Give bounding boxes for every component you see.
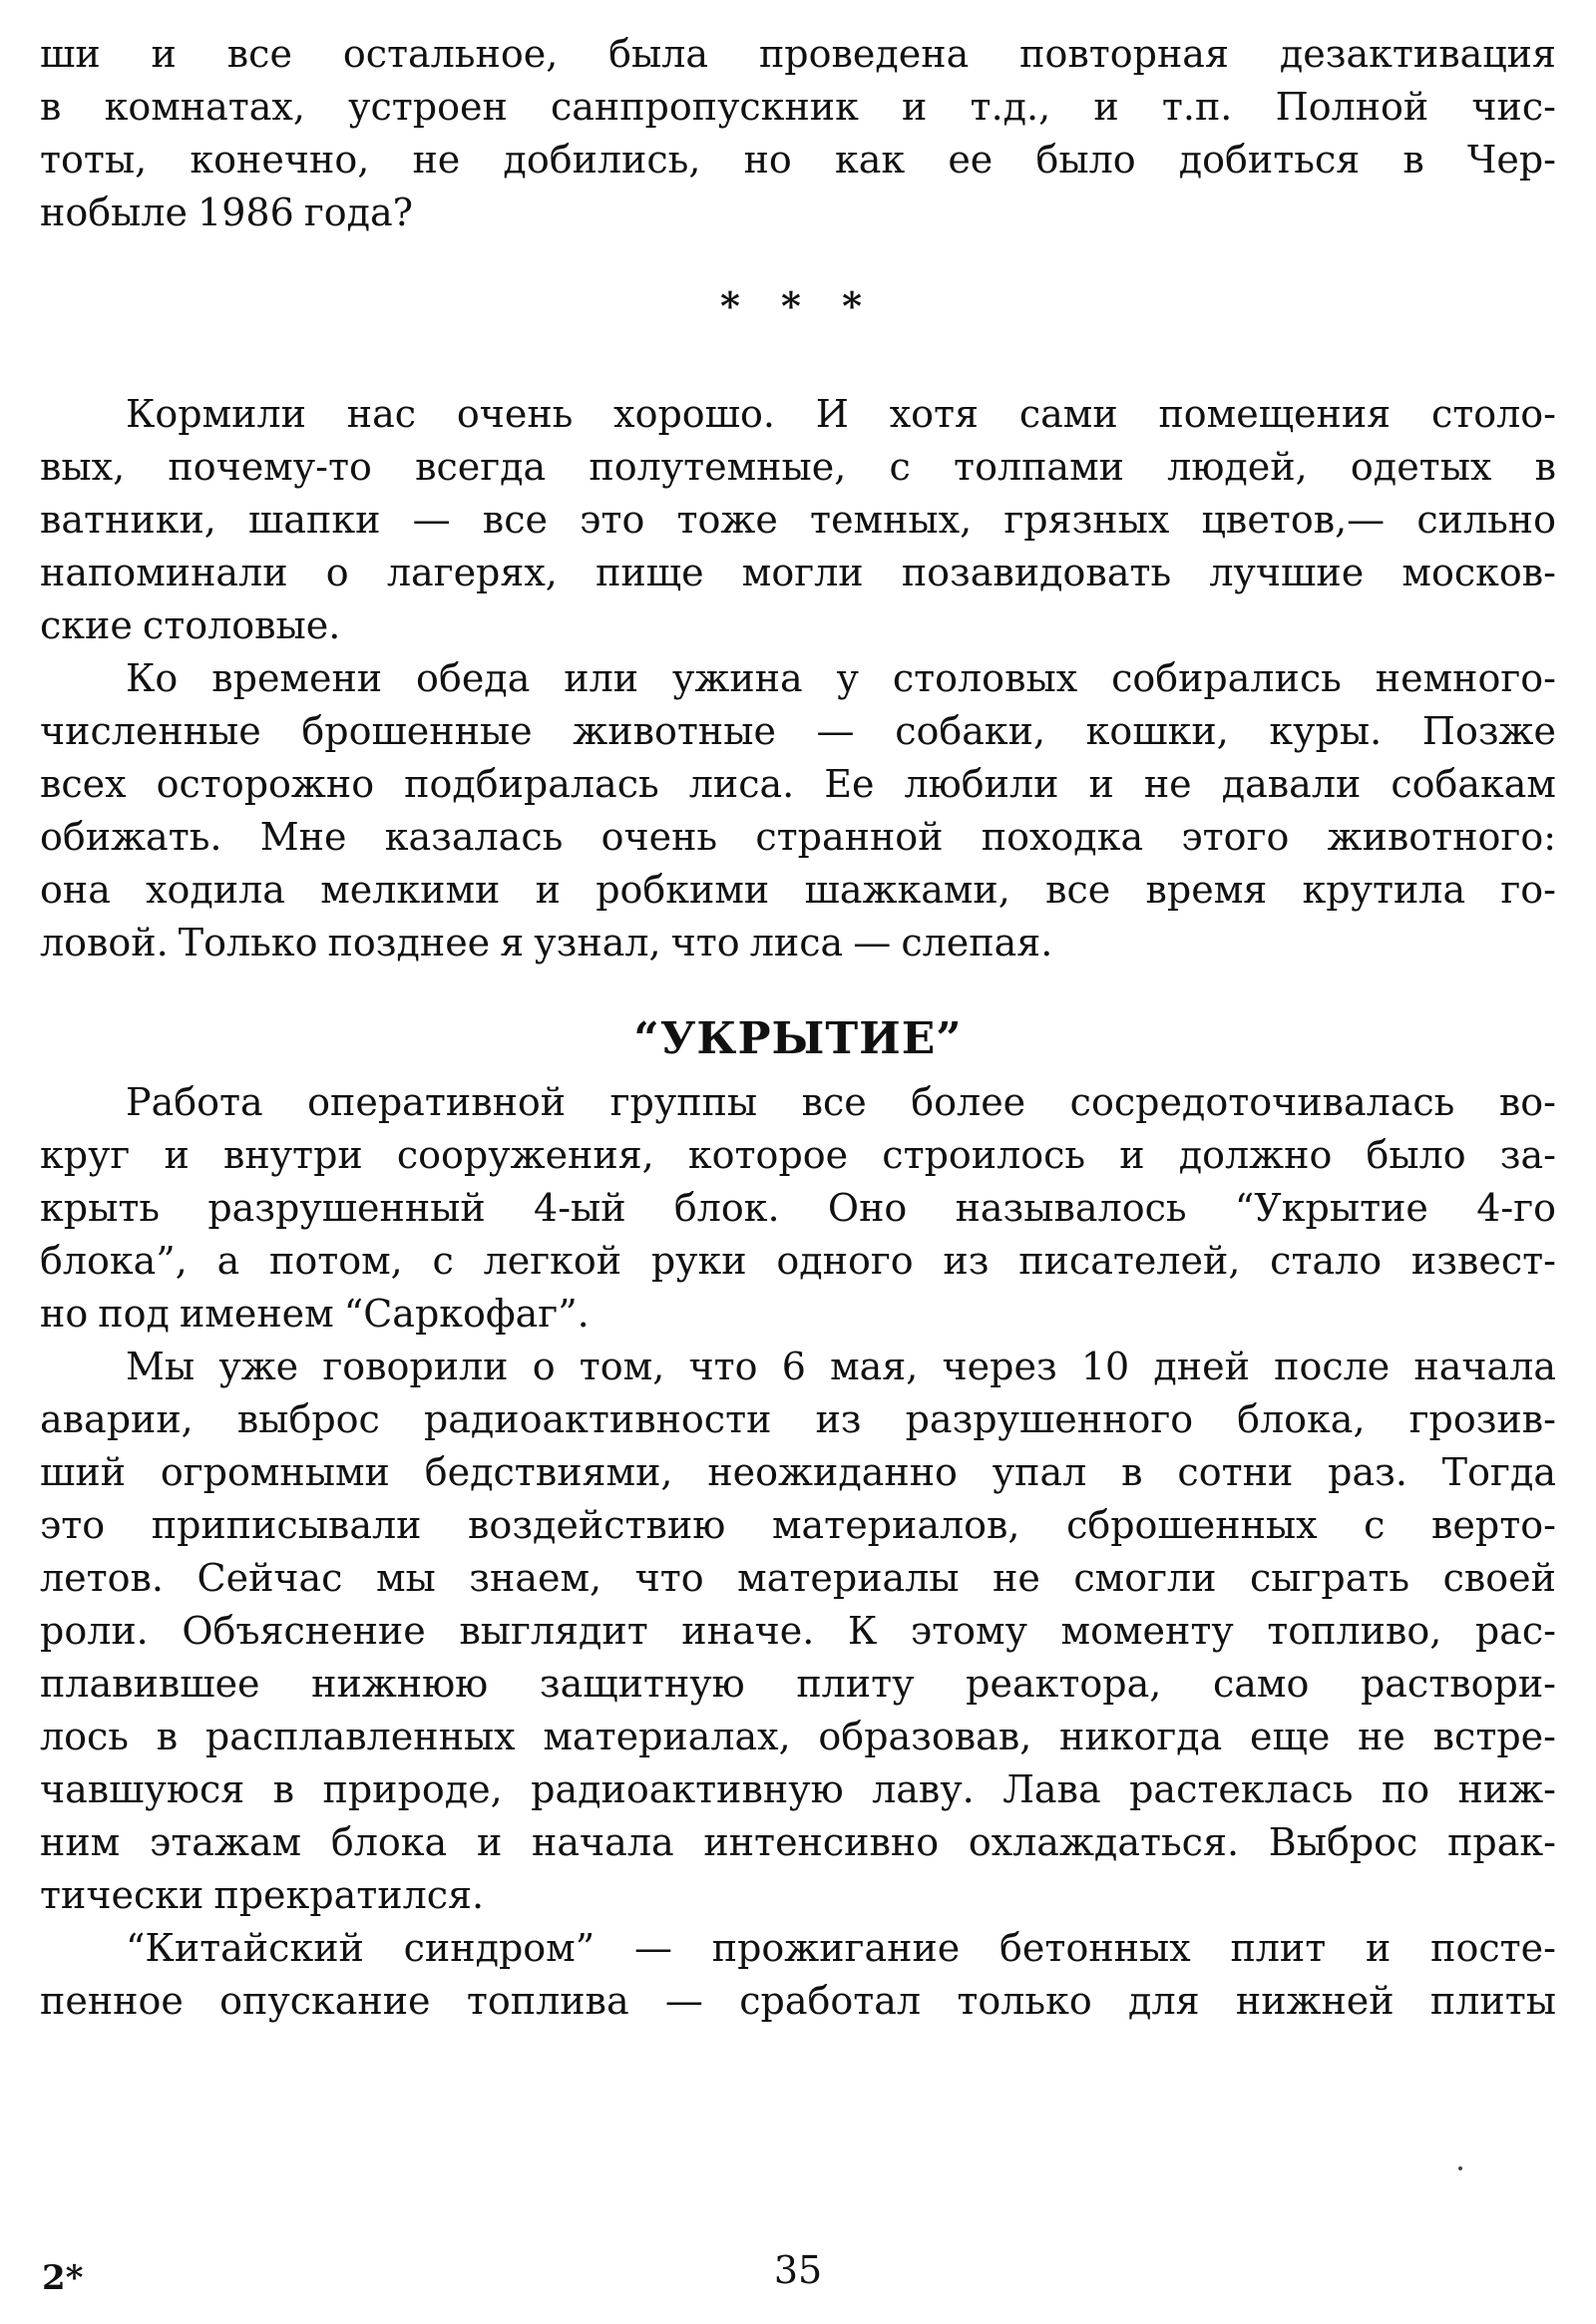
text-line: летов. Сейчас мы знаем, что материалы не смогли сыграть своей — [40, 1556, 1556, 1600]
text-line: крыть разрушенный 4-ый блок. Оно называлось “Укрытие 4-го — [40, 1186, 1556, 1230]
text-line: плавившее нижнюю защитную плиту реактора, само раствори- — [40, 1662, 1556, 1706]
may-paragraph — [40, 1341, 1556, 1922]
shelter-paragraph — [40, 1076, 1556, 1341]
text-line: вых, почему-то всегда полутемные, с толпами людей, одетых в — [40, 445, 1556, 489]
page-number: 35 — [773, 2248, 823, 2292]
animals-paragraph — [40, 652, 1556, 969]
section-separator: * * * — [719, 283, 877, 328]
text-line: ши и все остальное, была проведена повторная дезактивация — [40, 32, 1556, 76]
text-line: но под именем “Саркофаг”. — [40, 1292, 590, 1336]
text-line: блока”, а потом, с легкой руки одного из писателей, стало извест- — [40, 1239, 1556, 1283]
text-line: пенное опускание топлива — сработал только для нижней плиты — [40, 1979, 1556, 2023]
text-line: аварии, выброс радиоактивности из разрушенного блока, грозив- — [40, 1397, 1556, 1441]
text-line: напоминали о лагерях, пище могли позавидовать лучшие москов- — [40, 551, 1556, 594]
text-line: в комнатах, устроен санпропускник и т.д., и т.п. Полной чис- — [40, 85, 1556, 129]
china-syndrome-paragraph — [40, 1922, 1556, 2028]
text-line: тически прекратился. — [40, 1873, 485, 1917]
section-heading: “УКРЫТИЕ” — [633, 1013, 963, 1064]
text-line: Мы уже говорили о том, что 6 мая, через 10 дней после начала — [126, 1345, 1556, 1388]
text-line: роли. Объяснение выглядит иначе. К этому моменту топливо, рас- — [40, 1609, 1556, 1653]
text-line: Ко времени обеда или ужина у столовых собирались немного- — [126, 656, 1556, 700]
food-paragraph — [40, 388, 1556, 652]
text-line: ним этажам блока и начала интенсивно охлаждаться. Выброс прак- — [40, 1820, 1556, 1864]
continuation-paragraph — [40, 28, 1556, 239]
text-line: всех осторожно подбиралась лиса. Ее любили и не давали собакам — [40, 762, 1556, 806]
text-line: ловой. Только позднее я узнал, что лиса — слепая. — [40, 921, 1053, 965]
text-line: Работа оперативной группы все более сосредоточивалась во- — [126, 1080, 1556, 1124]
text-line: ватники, шапки — все это тоже темных, грязных цветов,— сильно — [40, 498, 1556, 542]
text-line: чавшуюся в природе, радиоактивную лаву. Лава растеклась по ниж- — [40, 1767, 1556, 1811]
text-line: нобыле 1986 года? — [40, 191, 414, 234]
text-line: круг и внутри сооружения, которое строилось и должно было за- — [40, 1133, 1556, 1177]
page-body — [40, 28, 1556, 2028]
text-line: “Китайский синдром” — прожигание бетонных плит и посте- — [126, 1926, 1556, 1970]
text-line: она ходила мелкими и робкими шажками, все время крутила го- — [40, 868, 1556, 912]
text-line: ские столовые. — [40, 603, 341, 647]
text-line: Кормили нас очень хорошо. И хотя сами помещения столо- — [126, 392, 1556, 436]
print-speck — [1458, 2166, 1462, 2170]
text-line: численные брошенные животные — собаки, кошки, куры. Позже — [40, 709, 1556, 753]
text-line: ший огромными бедствиями, неожиданно упал в сотни раз. Тогда — [40, 1450, 1556, 1494]
text-line: тоты, конечно, не добились, но как ее было добиться в Чер- — [40, 138, 1556, 182]
text-line: обижать. Мне казалась очень странной походка этого животного: — [40, 815, 1556, 859]
signature-mark: 2* — [42, 2258, 84, 2298]
text-line: лось в расплавленных материалах, образовав, никогда еще не встре- — [40, 1715, 1556, 1758]
text-line: это приписывали воздействию материалов, сброшенных с верто- — [40, 1503, 1556, 1547]
